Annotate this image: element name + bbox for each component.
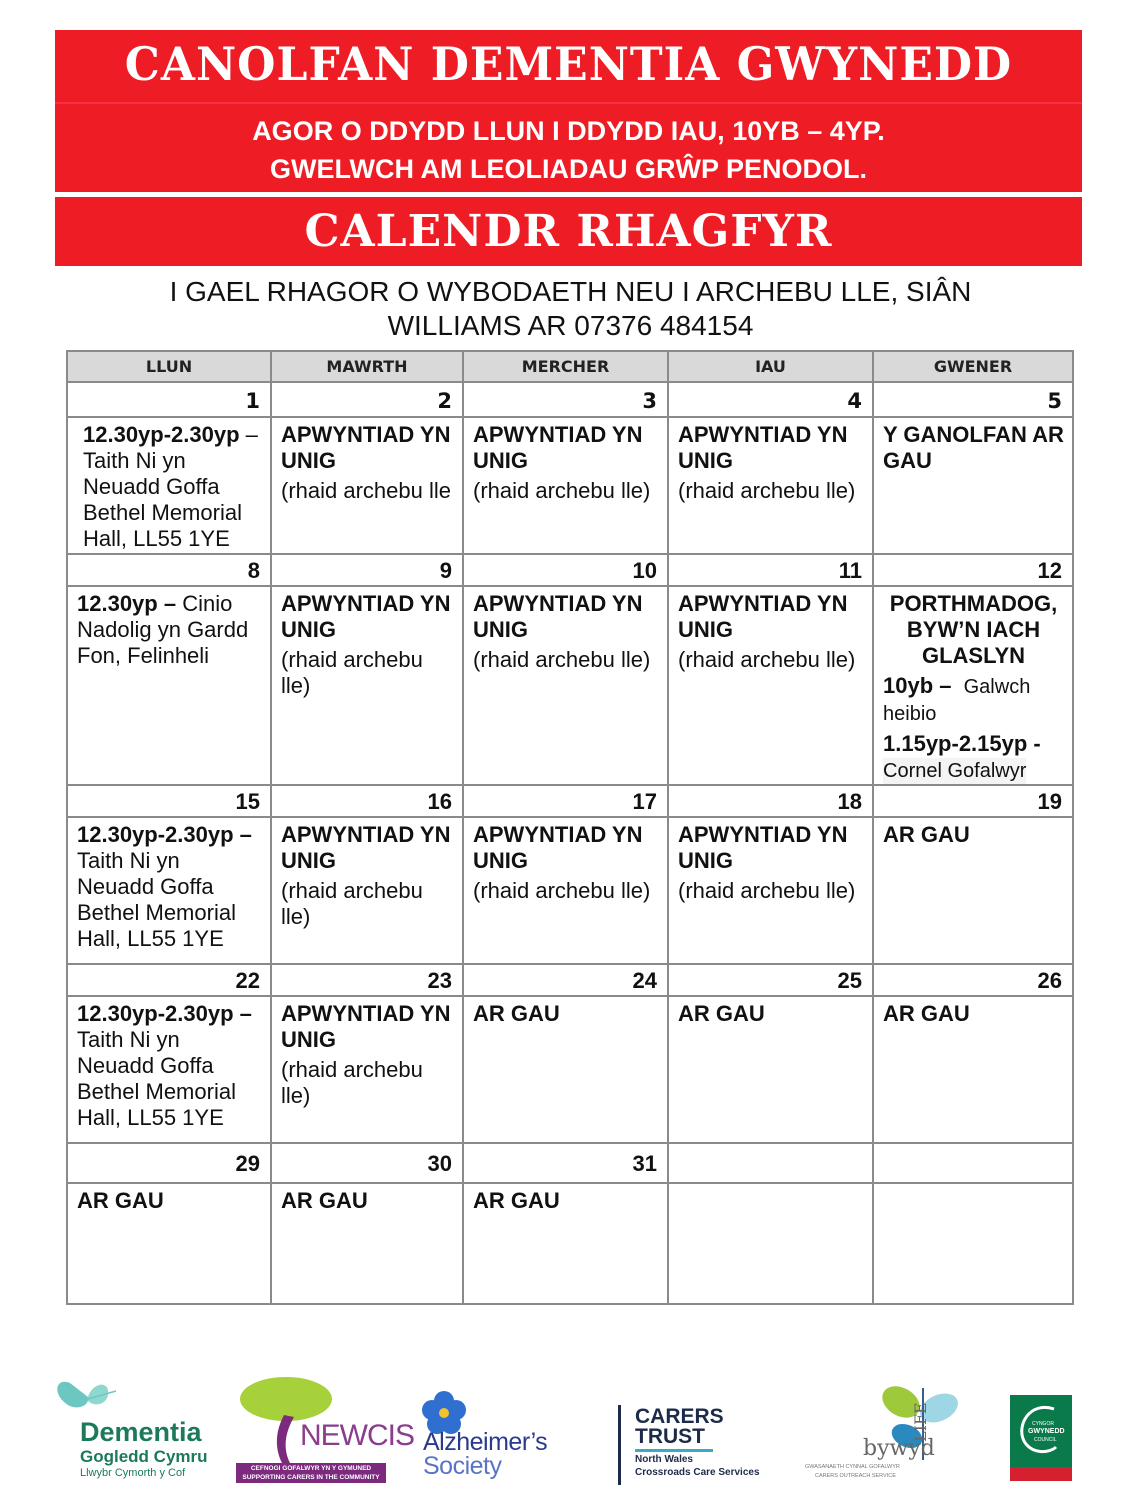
date-number: 18 bbox=[668, 785, 873, 817]
event-status: AR GAU bbox=[678, 1001, 765, 1026]
event-row bbox=[67, 1183, 1073, 1304]
booking-note: (rhaid archebu lle) bbox=[678, 878, 856, 903]
event-row bbox=[67, 417, 1073, 554]
date-number: 31 bbox=[463, 1143, 668, 1183]
logo-text: Llwybr Cymorth y Cof bbox=[80, 1467, 186, 1479]
date-number: 17 bbox=[463, 785, 668, 817]
event-status: AR GAU bbox=[473, 1188, 560, 1213]
day-cell bbox=[463, 586, 668, 785]
day-cell bbox=[668, 586, 873, 785]
logo-text: CARERS OUTREACH SERVICE bbox=[815, 1473, 896, 1479]
date-number: 8 bbox=[67, 554, 271, 586]
event-time: 10yb – bbox=[883, 673, 952, 698]
event-status: APWYNTIAD YN UNIG bbox=[678, 822, 848, 873]
logo-text: Dementia bbox=[80, 1417, 202, 1447]
logo-text: SUPPORTING CARERS IN THE COMMUNITY bbox=[242, 1474, 380, 1481]
date-number: 1 bbox=[67, 382, 271, 417]
contact-info bbox=[60, 275, 1081, 343]
logo-dementia-gogledd-cymru bbox=[50, 1375, 240, 1485]
event-description: Galwch heibio bbox=[883, 676, 1031, 725]
day-cell bbox=[67, 817, 271, 964]
logo-text: CARERS bbox=[635, 1405, 724, 1428]
centre-title: CANOLFAN DEMENTIA GWYNEDD bbox=[124, 37, 1013, 92]
day-cell bbox=[271, 817, 463, 964]
day-cell bbox=[67, 417, 271, 554]
event-row bbox=[67, 996, 1073, 1143]
event-status: AR GAU bbox=[473, 1001, 560, 1026]
booking-note: (rhaid archebu lle bbox=[281, 478, 451, 503]
date-number: 12 bbox=[873, 554, 1073, 586]
event-time: 12.30yp-2.30yp bbox=[83, 422, 240, 447]
event-status: Y GANOLFAN AR GAU bbox=[883, 422, 1064, 473]
contact-line-2: WILLIAMS AR 07376 484154 bbox=[387, 310, 754, 341]
event-status: APWYNTIAD YN UNIG bbox=[473, 822, 643, 873]
booking-note: (rhaid archebu lle) bbox=[281, 1057, 423, 1108]
logo-text: Society bbox=[423, 1452, 502, 1480]
logo-text: bywyd bbox=[863, 1436, 935, 1461]
logo-text: Alzheimer’s bbox=[423, 1428, 548, 1456]
day-cell bbox=[873, 417, 1073, 554]
day-cell bbox=[873, 1183, 1073, 1304]
date-number bbox=[873, 1143, 1073, 1183]
date-number: 26 bbox=[873, 964, 1073, 996]
day-cell bbox=[271, 586, 463, 785]
logo-text: Crossroads Care Services bbox=[635, 1467, 760, 1478]
day-cell bbox=[67, 586, 271, 785]
logo-text: COUNCIL bbox=[1034, 1437, 1057, 1443]
date-number: 9 bbox=[271, 554, 463, 586]
contact-line-1: I GAEL RHAGOR O WYBODAETH NEU I ARCHEBU LLE, SIÂN bbox=[169, 276, 972, 307]
date-number: 30 bbox=[271, 1143, 463, 1183]
event-status: APWYNTIAD YN UNIG bbox=[678, 422, 848, 473]
weekday-header-row bbox=[67, 351, 1073, 382]
event-description: Cornel Gofalwyr bbox=[883, 760, 1027, 782]
day-cell bbox=[873, 817, 1073, 964]
logo-text: GWASANAETH CYNNAL GOFALWYR bbox=[805, 1464, 900, 1470]
day-cell bbox=[668, 417, 873, 554]
event-status: AR GAU bbox=[77, 1188, 164, 1213]
weekday-header: LLUN bbox=[67, 351, 271, 382]
event-location: PORTHMADOG, BYW’N IACH GLASLYN bbox=[889, 591, 1058, 668]
date-number: 15 bbox=[67, 785, 271, 817]
logo-text: LIFE bbox=[911, 1402, 930, 1442]
date-number: 23 bbox=[271, 964, 463, 996]
date-row bbox=[67, 785, 1073, 817]
weekday-header: MERCHER bbox=[463, 351, 668, 382]
opening-hours-line-1: AGOR O DDYDD LLUN I DDYDD IAU, 10YB – 4YP. bbox=[252, 116, 885, 146]
logo-text: CYNGOR bbox=[1032, 1421, 1054, 1427]
event-time: 12.30yp-2.30yp – bbox=[77, 1001, 252, 1026]
weekday-header: MAWRTH bbox=[271, 351, 463, 382]
event-description: Taith Ni yn Neuadd Goffa Bethel Memorial Hall, LL55 1YE bbox=[77, 848, 236, 951]
event-status: APWYNTIAD YN UNIG bbox=[281, 1001, 451, 1052]
event-description: Cinio Nadolig yn Gardd Fon, Felinheli bbox=[77, 591, 249, 668]
date-number: 29 bbox=[67, 1143, 271, 1183]
opening-hours bbox=[55, 112, 1082, 188]
date-number: 5 bbox=[873, 382, 1073, 417]
event-status: APWYNTIAD YN UNIG bbox=[281, 822, 451, 873]
header-banner bbox=[55, 30, 1082, 192]
day-cell bbox=[873, 586, 1073, 785]
day-cell bbox=[668, 817, 873, 964]
date-number: 25 bbox=[668, 964, 873, 996]
weekday-header: IAU bbox=[668, 351, 873, 382]
event-row bbox=[67, 586, 1073, 785]
booking-note: (rhaid archebu lle) bbox=[473, 647, 651, 672]
date-number: 11 bbox=[668, 554, 873, 586]
day-cell bbox=[463, 996, 668, 1143]
event-time: 1.15yp-2.15yp - bbox=[883, 731, 1041, 756]
event-status: AR GAU bbox=[883, 1001, 970, 1026]
day-cell bbox=[668, 996, 873, 1143]
booking-note: (rhaid archebu lle) bbox=[678, 478, 856, 503]
date-number: 10 bbox=[463, 554, 668, 586]
date-row bbox=[67, 1143, 1073, 1183]
wave-line bbox=[635, 1449, 713, 1452]
date-number: 22 bbox=[67, 964, 271, 996]
booking-note: (rhaid archebu lle) bbox=[678, 647, 856, 672]
logo-text: Gogledd Cymru bbox=[80, 1447, 208, 1466]
day-cell bbox=[271, 996, 463, 1143]
day-cell bbox=[873, 996, 1073, 1143]
date-number: 24 bbox=[463, 964, 668, 996]
date-number: 3 bbox=[463, 382, 668, 417]
logo-carers-trust bbox=[618, 1405, 798, 1485]
logo-text: GWYNEDD bbox=[1028, 1428, 1065, 1435]
event-status: APWYNTIAD YN UNIG bbox=[473, 422, 643, 473]
day-cell bbox=[271, 417, 463, 554]
event-description: – Taith Ni yn Neuadd Goffa Bethel Memorial Hall, LL55 1YE bbox=[83, 422, 258, 551]
logo-text: North Wales bbox=[635, 1454, 693, 1465]
event-status: AR GAU bbox=[281, 1188, 368, 1213]
booking-note: (rhaid archebu lle) bbox=[281, 647, 423, 698]
day-cell bbox=[463, 417, 668, 554]
logo-text: CEFNOGI GOFALWYR YN Y GYMUNED bbox=[250, 1465, 372, 1472]
booking-note: (rhaid archebu lle) bbox=[473, 478, 651, 503]
calendar-banner bbox=[55, 197, 1082, 266]
logo-text: TRUST bbox=[635, 1425, 705, 1448]
logo-alzheimers-society bbox=[418, 1390, 598, 1485]
weekday-header: GWENER bbox=[873, 351, 1073, 382]
date-number bbox=[668, 1143, 873, 1183]
day-cell bbox=[463, 1183, 668, 1304]
date-row bbox=[67, 964, 1073, 996]
logo-text: NEWCIS bbox=[300, 1419, 414, 1452]
banner-divider bbox=[55, 102, 1082, 104]
date-number: 4 bbox=[668, 382, 873, 417]
event-row bbox=[67, 817, 1073, 964]
event-status: APWYNTIAD YN UNIG bbox=[281, 422, 451, 473]
event-status: APWYNTIAD YN UNIG bbox=[281, 591, 451, 642]
day-cell bbox=[668, 1183, 873, 1304]
calendar-title: CALENDR RHAGFYR bbox=[304, 206, 833, 257]
red-bar bbox=[1010, 1467, 1072, 1481]
event-description: Taith Ni yn Neuadd Goffa Bethel Memorial Hall, LL55 1YE bbox=[77, 1027, 236, 1130]
date-number: 19 bbox=[873, 785, 1073, 817]
event-status: APWYNTIAD YN UNIG bbox=[678, 591, 848, 642]
logo-cyngor-gwynedd bbox=[1010, 1395, 1072, 1481]
event-status: AR GAU bbox=[883, 822, 970, 847]
date-row bbox=[67, 382, 1073, 417]
date-row bbox=[67, 554, 1073, 586]
logo-newcis bbox=[236, 1375, 414, 1487]
event-time: 12.30yp – bbox=[77, 591, 177, 616]
event-time: 12.30yp-2.30yp – bbox=[77, 822, 252, 847]
event-status: APWYNTIAD YN UNIG bbox=[473, 591, 643, 642]
opening-hours-line-2: GWELWCH AM LEOLIADAU GRŴP PENODOL. bbox=[270, 154, 867, 184]
partner-logos bbox=[40, 1375, 1090, 1490]
day-cell bbox=[271, 1183, 463, 1304]
booking-note: (rhaid archebu lle) bbox=[473, 878, 651, 903]
booking-note: (rhaid archebu lle) bbox=[281, 878, 423, 929]
day-cell bbox=[67, 1183, 271, 1304]
date-number: 2 bbox=[271, 382, 463, 417]
calendar-table bbox=[66, 350, 1074, 1305]
logo-bywyd-life bbox=[805, 1380, 980, 1485]
day-cell bbox=[67, 996, 271, 1143]
day-cell bbox=[463, 817, 668, 964]
date-number: 16 bbox=[271, 785, 463, 817]
